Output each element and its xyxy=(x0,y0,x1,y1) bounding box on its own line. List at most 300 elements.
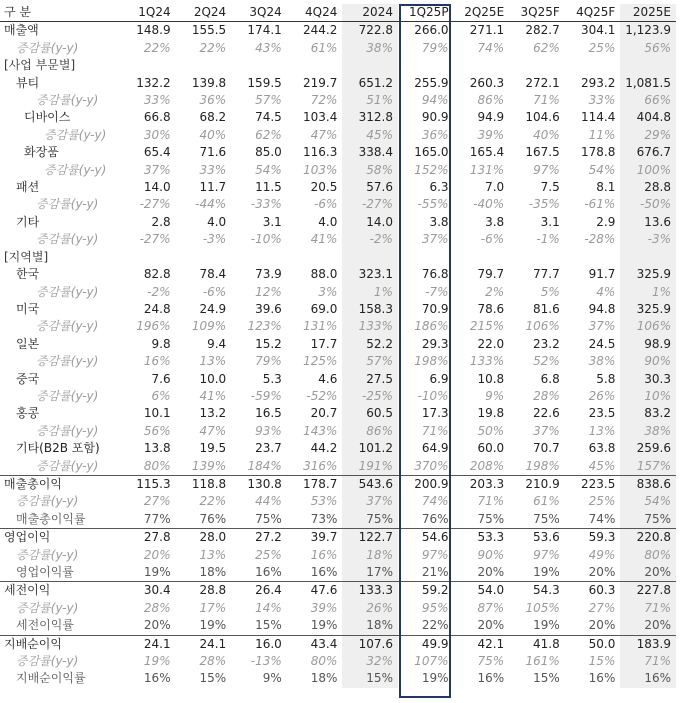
table-row xyxy=(0,600,676,617)
value-cell: 33% xyxy=(199,162,227,177)
value-cell: 52% xyxy=(533,354,560,369)
value-cell: 75% xyxy=(477,511,505,526)
row-label: 한국 xyxy=(16,267,40,282)
value-cell: 266.0 xyxy=(414,23,449,38)
value-cell: 304.1 xyxy=(580,23,616,38)
value-cell: 191% xyxy=(342,458,398,476)
value-cell: 200.9 xyxy=(398,475,454,493)
value-cell: 25% xyxy=(255,547,282,562)
value-cell: 14% xyxy=(255,600,282,615)
value-cell: 323.1 xyxy=(342,266,398,283)
value-cell: 69.0 xyxy=(310,301,338,316)
value-cell: 73.9 xyxy=(255,267,282,282)
value-cell xyxy=(120,57,176,74)
value-cell: 51% xyxy=(342,92,398,109)
value-cell: 10.0 xyxy=(199,371,227,386)
value-cell: -7% xyxy=(425,284,449,299)
row-label: 증감률(y-y) xyxy=(36,423,99,438)
value-cell: 80% xyxy=(143,458,171,473)
value-cell: 75% xyxy=(255,511,282,526)
value-cell: -1% xyxy=(536,232,560,247)
header-cell: 3Q25F xyxy=(509,4,565,22)
value-cell: 76% xyxy=(421,511,449,526)
value-cell: 15% xyxy=(255,618,282,633)
value-cell: 18% xyxy=(342,617,398,635)
value-cell: 20% xyxy=(477,618,505,633)
value-cell: 40% xyxy=(533,127,560,142)
value-cell: 22% xyxy=(421,618,449,633)
value-cell: 6.3 xyxy=(429,180,449,195)
table-row xyxy=(0,162,676,179)
value-cell: 3.8 xyxy=(485,214,505,229)
table-row xyxy=(0,301,676,318)
value-cell: 47% xyxy=(199,423,227,438)
row-label: 증감률(y-y) xyxy=(44,127,107,142)
row-label: 증감률(y-y) xyxy=(36,388,99,403)
value-cell: 30% xyxy=(143,127,171,142)
value-cell: -6% xyxy=(480,232,505,247)
value-cell: 20% xyxy=(620,617,676,635)
value-cell: 39% xyxy=(477,127,505,142)
value-cell: 2% xyxy=(485,284,505,299)
value-cell: 64.9 xyxy=(421,441,449,456)
value-cell: 18% xyxy=(310,671,338,686)
value-cell: 16% xyxy=(588,671,616,686)
value-cell: 20% xyxy=(588,618,616,633)
value-cell: 60.3 xyxy=(565,582,621,600)
value-cell: 5.8 xyxy=(596,371,616,386)
value-cell: 103% xyxy=(303,162,338,177)
value-cell: 37% xyxy=(143,162,171,177)
value-cell: 7.5 xyxy=(540,180,560,195)
value-cell: 208% xyxy=(469,458,505,473)
value-cell: 210.9 xyxy=(509,475,565,493)
value-cell: 13% xyxy=(199,547,227,562)
value-cell: 123% xyxy=(247,319,282,334)
value-cell: 7.6 xyxy=(151,371,171,386)
value-cell: 19% xyxy=(533,618,560,633)
value-cell: 838.6 xyxy=(620,475,676,493)
value-cell: -27% xyxy=(139,197,171,212)
value-cell: 39.6 xyxy=(255,301,282,316)
value-cell xyxy=(454,249,510,266)
value-cell: 148.9 xyxy=(136,23,171,38)
value-cell: 370% xyxy=(414,458,449,473)
value-cell: 1% xyxy=(342,284,398,301)
value-cell: 543.6 xyxy=(342,475,398,493)
value-cell: 17.7 xyxy=(310,336,338,351)
table-row xyxy=(0,458,676,476)
value-cell: 18% xyxy=(199,565,227,579)
table-row xyxy=(0,670,676,687)
value-cell: 103.4 xyxy=(303,110,338,125)
value-cell: 4.0 xyxy=(318,214,338,229)
table-body xyxy=(0,22,676,688)
value-cell: 16% xyxy=(477,671,505,686)
value-cell: 19% xyxy=(421,671,449,686)
value-cell: 155.5 xyxy=(191,23,227,38)
value-cell: 1,123.9 xyxy=(620,22,676,40)
row-label: 기타(B2B 포함) xyxy=(16,441,100,456)
value-cell: 107.6 xyxy=(342,635,398,653)
value-cell: 11.7 xyxy=(199,180,227,195)
value-cell xyxy=(231,57,287,74)
value-cell: 13.6 xyxy=(620,214,676,231)
value-cell: 139% xyxy=(191,458,227,473)
value-cell: 50% xyxy=(477,423,505,438)
row-label: 증감률(y-y) xyxy=(16,494,79,509)
value-cell: 70.9 xyxy=(421,301,449,316)
value-cell: 37% xyxy=(533,423,560,438)
row-label: 영업이익 xyxy=(0,529,120,547)
value-cell: 57% xyxy=(255,93,282,108)
value-cell: 27% xyxy=(588,600,616,615)
header-cell: 4Q24 xyxy=(287,4,343,22)
table-row xyxy=(0,249,676,266)
value-cell: 223.5 xyxy=(565,475,621,493)
value-cell: 131% xyxy=(469,162,505,177)
value-cell: 10.1 xyxy=(143,406,171,421)
value-cell: 90% xyxy=(620,353,676,370)
value-cell: 316% xyxy=(303,458,338,473)
row-label: 디바이스 xyxy=(24,110,71,125)
value-cell: 5.3 xyxy=(262,371,282,386)
value-cell: 15% xyxy=(342,670,398,687)
value-cell: 3% xyxy=(318,284,338,299)
value-cell: 3.1 xyxy=(540,214,560,229)
row-label: 영업이익률 xyxy=(16,565,74,579)
value-cell: 71% xyxy=(620,600,676,617)
row-label: 증감률(y-y) xyxy=(16,654,79,669)
value-cell: 325.9 xyxy=(620,301,676,318)
value-cell xyxy=(565,249,621,266)
value-cell: 4.0 xyxy=(207,214,227,229)
value-cell: 152% xyxy=(414,162,449,177)
header-row xyxy=(0,4,676,22)
value-cell: 60.5 xyxy=(342,405,398,422)
value-cell: 104.6 xyxy=(525,110,560,125)
value-cell: 91.7 xyxy=(588,267,616,282)
value-cell: 167.5 xyxy=(525,145,560,160)
value-cell: 23.7 xyxy=(255,441,282,456)
value-cell: 71% xyxy=(421,423,449,438)
value-cell: 66.8 xyxy=(143,110,171,125)
value-cell xyxy=(120,249,176,266)
table-row xyxy=(0,475,676,493)
value-cell: -55% xyxy=(417,197,449,212)
value-cell: 54.0 xyxy=(454,582,510,600)
value-cell: 90% xyxy=(477,547,505,562)
value-cell: 74% xyxy=(588,511,616,526)
value-cell: 178.7 xyxy=(287,475,343,493)
value-cell: -10% xyxy=(250,232,282,247)
row-label: [사업 부문별] xyxy=(4,58,76,73)
value-cell: 161% xyxy=(525,654,560,669)
table-header xyxy=(0,4,676,22)
value-cell: 45% xyxy=(342,127,398,144)
value-cell: 38% xyxy=(620,423,676,440)
value-cell: 2.9 xyxy=(596,214,616,229)
value-cell: 10.8 xyxy=(477,371,505,386)
value-cell: 20% xyxy=(620,564,676,582)
value-cell: 271.1 xyxy=(469,23,505,38)
table-row xyxy=(0,440,676,457)
value-cell: 219.7 xyxy=(303,75,338,90)
value-cell: 7.0 xyxy=(485,180,505,195)
value-cell: 244.2 xyxy=(303,23,338,38)
value-cell: 116.3 xyxy=(303,145,338,160)
value-cell: -2% xyxy=(342,231,398,248)
value-cell: 20% xyxy=(588,565,616,579)
header-cell: 2024 xyxy=(342,4,398,22)
value-cell: 74% xyxy=(477,40,505,55)
value-cell: 70.7 xyxy=(533,441,560,456)
value-cell: 73% xyxy=(310,511,338,526)
value-cell: 36% xyxy=(199,93,227,108)
value-cell: 83.2 xyxy=(620,405,676,422)
value-cell: 16% xyxy=(143,671,171,686)
value-cell: 36% xyxy=(421,127,449,142)
row-label: 세전이익률 xyxy=(16,618,74,633)
table-row xyxy=(0,144,676,161)
header-cell: 1Q25P xyxy=(398,4,454,22)
value-cell: 57.6 xyxy=(342,179,398,196)
value-cell: 53.3 xyxy=(454,529,510,547)
value-cell: -40% xyxy=(473,197,505,212)
value-cell: 44% xyxy=(255,494,282,509)
financial-table xyxy=(0,4,676,688)
value-cell: 215% xyxy=(469,319,505,334)
table-row xyxy=(0,564,676,582)
value-cell: 94.9 xyxy=(477,110,505,125)
value-cell: 75% xyxy=(477,654,505,669)
value-cell: -3% xyxy=(202,232,227,247)
value-cell: 71% xyxy=(477,494,505,509)
value-cell: 20% xyxy=(143,547,171,562)
row-label: [지역별] xyxy=(4,249,49,264)
value-cell: 19% xyxy=(533,565,560,579)
value-cell: 37% xyxy=(588,319,616,334)
row-label: 일본 xyxy=(16,336,40,351)
row-label: 기타 xyxy=(16,214,40,229)
value-cell: 26% xyxy=(342,600,398,617)
row-label: 매출총이익 xyxy=(0,475,120,493)
table-row xyxy=(0,318,676,335)
row-label: 증감률(y-y) xyxy=(36,319,99,334)
value-cell: 107% xyxy=(414,654,449,669)
value-cell: 106% xyxy=(525,319,560,334)
value-cell xyxy=(620,57,676,74)
value-cell: -27% xyxy=(342,196,398,213)
value-cell: 87% xyxy=(477,600,505,615)
value-cell: 71.6 xyxy=(199,145,227,160)
value-cell: 30.3 xyxy=(620,371,676,388)
header-cell: 2Q24 xyxy=(176,4,232,22)
value-cell: 3.8 xyxy=(429,214,449,229)
table-row xyxy=(0,653,676,670)
value-cell: 22.0 xyxy=(477,336,505,351)
value-cell: 11% xyxy=(588,127,616,142)
value-cell: 88.0 xyxy=(310,267,338,282)
value-cell: 19% xyxy=(143,565,171,579)
header-cell: 구 분 xyxy=(0,4,120,22)
table-row xyxy=(0,493,676,510)
value-cell: -44% xyxy=(195,197,227,212)
value-cell: 122.7 xyxy=(342,529,398,547)
table-row xyxy=(0,214,676,231)
value-cell xyxy=(565,57,621,74)
value-cell: 38% xyxy=(342,40,398,57)
header-cell: 4Q25F xyxy=(565,4,621,22)
table-row xyxy=(0,40,676,57)
value-cell: 33% xyxy=(588,93,616,108)
value-cell: 56% xyxy=(620,40,676,57)
value-cell: 14.0 xyxy=(342,214,398,231)
table-row xyxy=(0,92,676,109)
value-cell: 4% xyxy=(596,284,616,299)
value-cell: 20% xyxy=(143,618,171,633)
value-cell: 8.1 xyxy=(596,180,616,195)
value-cell xyxy=(398,249,454,266)
value-cell: -35% xyxy=(528,197,560,212)
value-cell: 28.8 xyxy=(176,582,232,600)
table-row xyxy=(0,511,676,529)
row-label: 패션 xyxy=(16,180,40,195)
value-cell: 15% xyxy=(588,654,616,669)
value-cell: 58% xyxy=(342,162,398,179)
value-cell: 60.0 xyxy=(477,441,505,456)
value-cell: 80% xyxy=(620,547,676,564)
value-cell: 139.8 xyxy=(191,75,227,90)
value-cell: 24.1 xyxy=(120,635,176,653)
table-row xyxy=(0,336,676,353)
value-cell: 24.9 xyxy=(199,301,227,316)
table-row xyxy=(0,284,676,301)
value-cell: 16.0 xyxy=(231,635,287,653)
value-cell: 6.8 xyxy=(540,371,560,386)
value-cell: 203.3 xyxy=(454,475,510,493)
value-cell: 44.2 xyxy=(310,441,338,456)
value-cell: 90.9 xyxy=(421,110,449,125)
value-cell: 158.3 xyxy=(342,301,398,318)
value-cell: 78.6 xyxy=(477,301,505,316)
value-cell: 52.2 xyxy=(342,336,398,353)
value-cell: 82.8 xyxy=(143,267,171,282)
value-cell: -25% xyxy=(342,388,398,405)
value-cell: 94% xyxy=(421,93,449,108)
table-row xyxy=(0,57,676,74)
value-cell: 19% xyxy=(310,618,338,633)
value-cell: 10% xyxy=(620,388,676,405)
value-cell: 65.4 xyxy=(143,145,171,160)
value-cell: 19% xyxy=(199,618,227,633)
value-cell: 651.2 xyxy=(342,75,398,92)
value-cell: 26% xyxy=(588,388,616,403)
value-cell: 293.2 xyxy=(580,75,616,90)
value-cell: 74% xyxy=(421,494,449,509)
value-cell: 54% xyxy=(255,162,282,177)
value-cell: 178.8 xyxy=(580,145,616,160)
table-row xyxy=(0,231,676,248)
value-cell: 15% xyxy=(199,671,227,686)
table-row xyxy=(0,405,676,422)
table-row xyxy=(0,353,676,370)
value-cell: 13% xyxy=(588,423,616,438)
value-cell: 338.4 xyxy=(342,144,398,161)
value-cell: 22% xyxy=(199,494,227,509)
value-cell: 9.4 xyxy=(207,336,227,351)
value-cell: 183.9 xyxy=(620,635,676,653)
row-label: 증감률(y-y) xyxy=(16,600,79,615)
table-row xyxy=(0,196,676,213)
value-cell: 159.5 xyxy=(247,75,282,90)
value-cell: 77.7 xyxy=(533,267,560,282)
value-cell: 1% xyxy=(620,284,676,301)
value-cell: 41% xyxy=(310,232,338,247)
value-cell: 24.1 xyxy=(176,635,232,653)
value-cell: 37% xyxy=(342,493,398,510)
value-cell: -61% xyxy=(584,197,616,212)
value-cell: 79% xyxy=(421,40,449,55)
value-cell: 14.0 xyxy=(143,180,171,195)
value-cell: 53% xyxy=(310,494,338,509)
value-cell: 62% xyxy=(533,40,560,55)
value-cell: 133% xyxy=(342,318,398,335)
value-cell: 13.2 xyxy=(199,406,227,421)
value-cell: 45% xyxy=(588,458,616,473)
value-cell: 86% xyxy=(342,423,398,440)
value-cell: 5% xyxy=(540,284,560,299)
row-label: 홍콩 xyxy=(16,406,40,421)
value-cell: 722.8 xyxy=(342,22,398,40)
table-row xyxy=(0,179,676,196)
header-cell: 2025E xyxy=(620,4,676,22)
value-cell: 57% xyxy=(342,353,398,370)
value-cell: 196% xyxy=(136,319,171,334)
table-row xyxy=(0,423,676,440)
value-cell xyxy=(176,57,232,74)
value-cell: 81.6 xyxy=(533,301,560,316)
value-cell: 39% xyxy=(310,600,338,615)
value-cell: 20% xyxy=(477,565,505,579)
value-cell: 71% xyxy=(533,93,560,108)
value-cell: 68.2 xyxy=(199,110,227,125)
value-cell: 19.5 xyxy=(199,441,227,456)
value-cell: -59% xyxy=(250,388,282,403)
value-cell: 61% xyxy=(310,40,338,55)
value-cell: -27% xyxy=(139,232,171,247)
value-cell: 23.5 xyxy=(588,406,616,421)
value-cell xyxy=(287,249,343,266)
value-cell: 30.4 xyxy=(120,582,176,600)
value-cell: 20.5 xyxy=(310,180,338,195)
value-cell: 32% xyxy=(342,653,398,670)
value-cell: 28.0 xyxy=(176,529,232,547)
value-cell: 132.2 xyxy=(136,75,171,90)
value-cell: 49.9 xyxy=(398,635,454,653)
value-cell: 272.1 xyxy=(525,75,560,90)
value-cell: 130.8 xyxy=(231,475,287,493)
value-cell: 15% xyxy=(533,671,560,686)
value-cell: -2% xyxy=(147,284,171,299)
row-label: 화장품 xyxy=(24,145,59,160)
value-cell: 63.8 xyxy=(588,441,616,456)
value-cell: 17% xyxy=(199,600,227,615)
value-cell: 54% xyxy=(620,493,676,510)
value-cell: 174.1 xyxy=(247,23,282,38)
row-label: 증감률(y-y) xyxy=(36,197,99,212)
value-cell: 27.8 xyxy=(120,529,176,547)
